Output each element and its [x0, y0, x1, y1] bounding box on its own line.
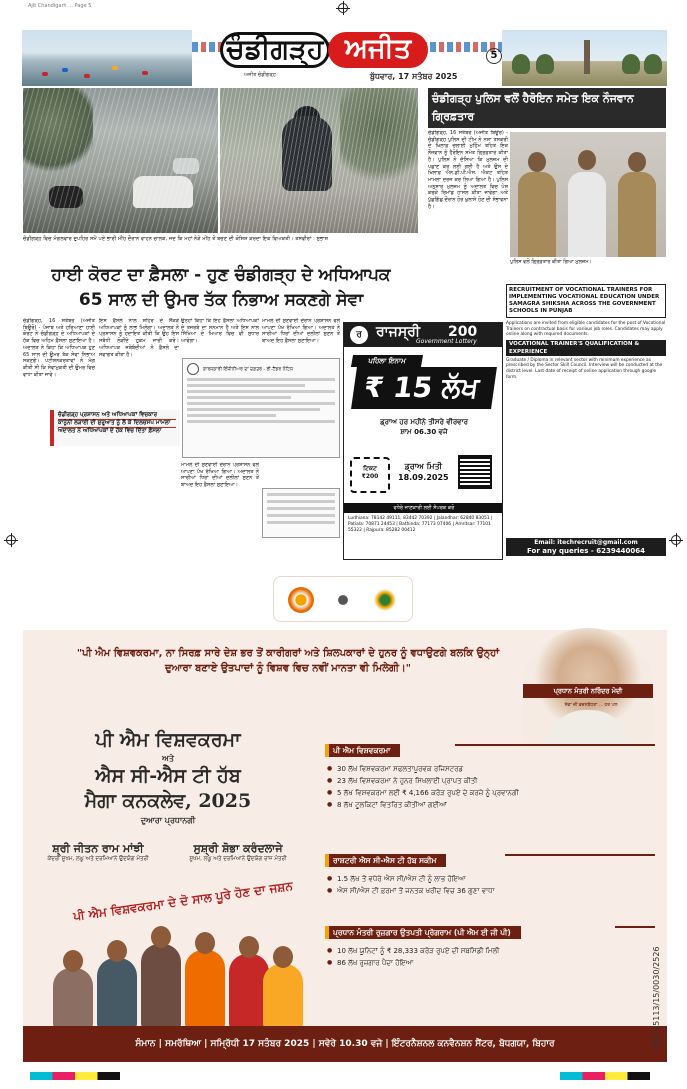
- ad-header: [23, 572, 667, 630]
- draw-schedule: [344, 417, 503, 437]
- sc-st-hub-logo-icon: [372, 587, 398, 613]
- issue-date: ਬੁੱਧਵਾਰ, 17 ਸਤੰਬਰ 2025: [370, 72, 458, 81]
- recruitment-title: RECRUITMENT OF VOCATIONAL TRAINERS FOR IMPLEMENTING VOCATIONAL EDUCATION UNDER SAMAGRA SHIKSHA ACROSS THE GOVERNMENT SCHOOLS IN PUNJAB: [506, 284, 666, 318]
- section-2-heading: ਰਾਸ਼ਟਰੀ ਐਸ ਸੀ-ਐਸ ਟੀ ਹੱਬ ਸਕੀਮ: [325, 854, 446, 867]
- minister-1-name: ਸ਼੍ਰੀ ਜੀਤਨ ਰਾਮ ਮਾਂਝੀ: [52, 842, 144, 855]
- monument-photo: [502, 30, 667, 86]
- section-sc-st-hub: [325, 848, 655, 897]
- pm-quote: "ਪੀ ਐਮ ਵਿਸ਼ਵਕਰਮਾ, ਨਾ ਸਿਰਫ਼ ਸਾਰੇ ਦੇਸ਼ ਭਰ ਤੋਂ ਕਾਰੀਗਰਾਂ ਅਤੇ ਸ਼ਿਲਪਕਾਰਾਂ ਦੇ ਹੁਨਰ ਨੂੰ ਵਧਾਉਣਗੇ ਬਲਕਿ ਉਨ੍ਹਾਂ ਦੁਆਰਾ ਬਣਾਏ ਉਤਪਾਦਾਂ ਨੂੰ ਵਿਸ਼ਵ ਵਿਚ ਨਵੀਂ ਮਾਨਤਾ ਵੀ ਮਿਲੇਗੀ।": [76, 648, 500, 674]
- ticket-amount: ₹200: [361, 473, 379, 480]
- color-bar: [560, 1072, 650, 1080]
- notice-title: ਕਾਰਜਕਾਰੀ ਇੰਜੀਨੀਅਰ ਦਾ ਦਫ਼ਤਰ - ਈ-ਟੈਂਡਰ ਨੋਟਿਸ: [203, 367, 294, 373]
- stat-item: ● ਐਸ ਸੀ/ਐਸ ਟੀ ਫ਼ਰਮਾਂ ਤੋਂ ਜਨਤਕ ਖਰੀਦ ਵਿਚ 36 ਗੁਣਾ ਵਾਧਾ: [325, 885, 655, 897]
- print-slug: Ajit Chandigarh ... Page 5: [28, 3, 92, 9]
- masthead-title-paper: ਅਜੀਤ: [328, 32, 428, 68]
- draw-line2: ਸ਼ਾਮ 06.30 ਵਜੇ: [400, 428, 448, 436]
- title-line1: ਪੀ ਐਮ ਵਿਸ਼ਵਕਰਮਾ: [95, 729, 241, 751]
- hc-column-2: ਇਸ ਫ਼ੈਸਲੇ ਨਾਲ ਸ਼ਹਿਰ ਦੇ ਸੈਂਕੜੇ ਅਧਿਆਪਕਾਂ ਨੂੰ ਲਾਭ ਮਿਲੇਗਾ। ਅਦਾਲਤ ਨੇ ਪ੍ਰਸ਼ਾਸਨ ਨੂੰ ਹਦਾਇਤ ਕੀਤੀ ਕਿ ਉਹ ਇਸ ਸਬੰਧੀ ਲੋੜੀਂਦੇ ਹੁਕਮ ਜਾਰੀ ਕਰੇ। ਅਧਿਆਪਕ ਜਥੇਬੰਦੀਆਂ ਨੇ ਫ਼ੈਸਲੇ ਦਾ ਸਵਾਗਤ ਕੀਤਾ ਹੈ।: [99, 318, 179, 358]
- pm-name-label: ਪ੍ਰਧਾਨ ਮੰਤਰੀ ਨਰਿੰਦਰ ਮੋਦੀ: [523, 684, 653, 698]
- section-vishwakarma: [325, 738, 655, 811]
- police-headline: ਚੰਡੀਗੜ੍ਹ ਪੁਲਿਸ ਵਲੋਂ ਹੈਰੋਇਨ ਸਮੇਤ ਇਕ ਨੌਜਵਾਨ ਗ੍ਰਿਫ਼ਤਾਰ: [428, 88, 666, 128]
- ad-logo-strip: [273, 576, 413, 622]
- lottery-contacts: Ludhiana: 78142 49111, 83442 70392 | Jalandhar: 62840 83051 | Patiala: 70871 24453 | Bathinda: 77173 07406 | Amritsar: 77101 55322 | Rajpura: 85282 00412: [348, 516, 493, 533]
- emblem-icon: [187, 363, 199, 375]
- vishwakarma-logo-icon: [288, 587, 314, 613]
- draw-line1: ਡ੍ਰਾਅ ਹਰ ਮਹੀਨੇ ਤੀਸਰੇ ਵੀਰਵਾਰ: [380, 418, 468, 426]
- minister-1: [33, 842, 163, 863]
- masthead: [22, 30, 667, 86]
- page-number: 5: [486, 48, 502, 64]
- lottery-ad: [343, 322, 503, 560]
- rain-rider-photo: [220, 88, 418, 233]
- registration-mark: [338, 3, 348, 13]
- recruitment-body2: Graduate / Diploma in relevant sector with minimum experience as prescribed by the Sector Skill Council. Interview will be conducted at the district level. Last date of receipt of online application through google form.: [506, 357, 663, 380]
- title-line3: ਮੈਗਾ ਕਨਕਲੇਵ, 2025: [84, 790, 252, 812]
- pull-quote-line1: ਚੰਡੀਗੜ੍ਹ ਪ੍ਰਸ਼ਾਸਨ ਅਤੇ ਅਧਿਆਪਕਾਂ ਵਿਚਕਾਰ: [58, 412, 176, 420]
- recruitment-contact: [506, 538, 666, 556]
- pull-quote-line2: ਕਾਨੂੰਨੀ ਲੜਾਈ ਦੀ ਸ਼ੁਰੂਆਤ ਨੂੰ ਲੈ ਕੇ ਦਿਲਚਸਪ ਮਾਮਲਾ: [58, 420, 176, 428]
- draw-date-value: 18.09.2025: [398, 473, 449, 482]
- stat-item: ● 30 ਲੱਖ ਵਿਸ਼ਵਕਰਮਾ ਸਫਲਤਾਪੂਰਵਕ ਰਜਿਸਟਰਡ: [325, 763, 655, 775]
- hc-column-3: ਉਨ੍ਹਾਂ ਕਿਹਾ ਕਿ ਇਹ ਫ਼ੈਸਲਾ ਅਧਿਆਪਕਾਂ ਦੇ ਤਜਰਬੇ ਦਾ ਸਨਮਾਨ ਹੈ ਅਤੇ ਇਸ ਨਾਲ ਸਿੱਖਿਆ ਦੇ ਮਿਆਰ ਵਿਚ ਵੀ ਸੁਧਾਰ ਆਵੇਗਾ।: [181, 318, 259, 345]
- stat-item: ● 23 ਲੱਖ ਵਿਸ਼ਵਕਰਮਾ ਨੇ ਹੁਨਰ ਸਿਖਲਾਈ ਪ੍ਰਾਪਤ ਕੀਤੀ: [325, 775, 655, 787]
- prize-amount: ₹ 15 ਲੱਖ: [351, 367, 497, 409]
- recruitment-ad: [506, 284, 666, 560]
- presided-by: ਦੁਆਰਾ ਪ੍ਰਧਾਨਗੀ: [140, 816, 196, 825]
- lottery-name: ਰਾਜਸ੍ਰੀ: [376, 324, 421, 340]
- draw-date: [398, 461, 449, 483]
- title-line2: ਐਸ ਸੀ-ਐਸ ਟੀ ਹੱਬ: [95, 765, 241, 787]
- prize-label: ਪਹਿਲਾ ਇਨਾਮ: [351, 355, 423, 367]
- lake-photo: [22, 30, 192, 86]
- recruitment-section-bar: VOCATIONAL TRAINER'S QUALIFICATION & EXPERIENCE: [506, 340, 666, 356]
- hc-headline: [23, 262, 419, 312]
- section-3-heading: ਪ੍ਰਧਾਨ ਮੰਤਰੀ ਰੁਜ਼ਗਾਰ ਉਤਪਤੀ ਪ੍ਰੋਗਰਾਮ (ਪੀ ਐਮ ਈ ਜੀ ਪੀ): [325, 926, 521, 939]
- registration-mark: [6, 535, 16, 545]
- stat-item: ● 10 ਲੱਖ ਯੂਨਿਟਾਂ ਨੂੰ ₹ 28,333 ਕਰੋੜ ਰੁਪਏ ਦੀ ਸਬਸਿਡੀ ਮਿਲੀ: [325, 945, 655, 957]
- masthead-subtitle: ਅਜੀਤ ਚੰਡੀਗੜ੍ਹ: [244, 72, 276, 78]
- artisans-illustration: [53, 928, 303, 1028]
- title-and: ਅਤੇ: [162, 753, 174, 763]
- photo-caption: ਚੰਡੀਗੜ੍ਹ ਵਿਚ ਮੰਗਲਵਾਰ ਦੁਪਹਿਰ ਸਮੇਂ ਪਏ ਭਾਰੀ ਮੀਂਹ ਦੌਰਾਨ ਵਾਹਨ ਚਾਲਕ, ਜਦ ਕਿ ਮਹਾਂ ਨੇੜੇ ਮੀਂਹ ਤੋਂ ਬਚਣ ਦੀ ਕੋਸ਼ਿਸ਼ ਕਰਦਾ ਇਕ ਵਿਅਕਤੀ। ਤਸਵੀਰਾਂ : ਸੁਭਾਸ਼: [23, 236, 329, 242]
- draw-date-label: ਡ੍ਰਾਅ ਮਿਤੀ: [404, 462, 443, 471]
- hc-column-1: ਚੰਡੀਗੜ੍ਹ, 16 ਸਤੰਬਰ (ਅਜੀਤ ਬਿਊਰੋ) - ਪੰਜਾਬ ਅਤੇ ਹਰਿਆਣਾ ਹਾਈ ਕੋਰਟ ਨੇ ਚੰਡੀਗੜ੍ਹ ਦੇ ਅਧਿਆਪਕਾਂ ਦੇ ਹੱਕ ਵਿਚ ਅਹਿਮ ਫ਼ੈਸਲਾ ਸੁਣਾਇਆ ਹੈ। ਅਦਾਲਤ ਨੇ ਕਿਹਾ ਕਿ ਅਧਿਆਪਕ ਹੁਣ 65 ਸਾਲ ਦੀ ਉਮਰ ਤੱਕ ਸੇਵਾ ਨਿਭਾਅ ਸਕਣਗੇ। ਪਟੀਸ਼ਨਕਰਤਾਵਾਂ ਨੇ ਮੰਗ ਕੀਤੀ ਸੀ ਕਿ ਸੇਵਾਮੁਕਤੀ ਦੀ ਉਮਰ ਵਿਚ ਵਾਧਾ ਕੀਤਾ ਜਾਵੇ।: [23, 318, 95, 378]
- hc-column-3b: ਮਾਮਲੇ ਦੀ ਸੁਣਵਾਈ ਦੌਰਾਨ ਪ੍ਰਸ਼ਾਸਨ ਵਲੋਂ ਆਪਣਾ ਪੱਖ ਰੱਖਿਆ ਗਿਆ। ਅਦਾਲਤ ਨੇ ਸਾਰੀਆਂ ਧਿਰਾਂ ਦੀਆਂ ਦਲੀਲਾਂ ਸੁਣਨ ਤੋਂ ਬਾਅਦ ਇਹ ਫ਼ੈਸਲਾ ਸੁਣਾਇਆ।: [181, 462, 259, 489]
- conclave-title: [23, 728, 313, 828]
- emblem-icon: [330, 587, 356, 613]
- vishwakarma-ad: [23, 572, 667, 1062]
- section-pmegp: [325, 920, 655, 969]
- minister-2: [173, 842, 303, 863]
- registration-mark: [671, 535, 681, 545]
- tender-notice: [182, 358, 340, 458]
- ticket-label: ਟਿਕਟ: [363, 465, 377, 472]
- pull-quote: [50, 410, 180, 446]
- arrest-photo-caption: ਪੁਲਿਸ ਵਲੋਂ ਗ੍ਰਿਫ਼ਤਾਰ ਕੀਤਾ ਗਿਆ ਮੁਲਜ਼ਮ।: [510, 259, 592, 265]
- color-bar: [30, 1072, 120, 1080]
- qr-code-icon: [458, 455, 492, 489]
- hc-headline-line1: ਹਾਈ ਕੋਰਟ ਦਾ ਫ਼ੈਸਲਾ - ਹੁਣ ਚੰਡੀਗੜ੍ਹ ਦੇ ਅਧਿਆਪਕ: [51, 265, 391, 285]
- arrest-photo: [510, 132, 666, 257]
- celebration-banner: ਪੀ ਐਮ ਵਿਸ਼ਵਕਰਮਾ ਦੇ ਦੋ ਸਾਲ ਪੂਰੇ ਹੋਣ ਦਾ ਜਸ਼ਨ: [72, 878, 294, 924]
- stat-item: ● 1.5 ਲੱਖ ਤੋਂ ਵਧੇਰੇ ਐਸ ਸੀ/ਐਸ ਟੀ ਨੂੰ ਲਾਭ ਹੋਇਆ: [325, 873, 655, 885]
- section-1-heading: ਪੀ ਐਮ ਵਿਸ਼ਵਕਰਮਾ: [325, 744, 400, 757]
- lottery-sub: Government Lottery: [416, 338, 477, 345]
- pm-tagline: ਸੇਵਾ ਦੀ ਵਚਨਬੱਧਤਾ ... ਹਰ ਪਲ: [564, 703, 618, 708]
- lottery-contact-bar: ਵਧੇਰੇ ਜਾਣਕਾਰੀ ਲਈ ਸੰਪਰਕ ਕਰੋ: [344, 503, 503, 513]
- cbc-code: CBC 25113/15/0030/2526: [652, 946, 661, 1050]
- rain-traffic-photo: [23, 88, 218, 233]
- lottery-logo-icon: ਰ: [350, 326, 368, 344]
- lottery-number: 200: [448, 324, 478, 340]
- minister-2-role: ਸੂਖਮ, ਲਘੂ ਅਤੇ ਦਰਮਿਆਨੇ ਉਦਯੋਗ ਰਾਜ ਮੰਤਰੀ: [189, 856, 287, 862]
- police-body: ਚੰਡੀਗੜ੍ਹ, 16 ਸਤੰਬਰ (ਅਜੀਤ ਬਿਊਰੋ) - ਚੰਡੀਗੜ੍ਹ ਪੁਲਿਸ ਦੀ ਟੀਮ ਨੇ ਨਸ਼ਾ ਤਸਕਰੀ ਦੇ ਖ਼ਿਲਾਫ਼ ਚਲਾਈ ਮੁਹਿੰਮ ਤਹਿਤ ਇਕ ਨੌਜਵਾਨ ਨੂੰ ਹੈਰੋਇਨ ਸਮੇਤ ਗ੍ਰਿਫ਼ਤਾਰ ਕੀਤਾ ਹੈ। ਪੁਲਿਸ ਨੇ ਦੱਸਿਆ ਕਿ ਮੁਲਜ਼ਮ ਦੀ ਪਛਾਣ ਕਰ ਲਈ ਗਈ ਹੈ ਅਤੇ ਉਸ ਦੇ ਖ਼ਿਲਾਫ਼ ਐਨ.ਡੀ.ਪੀ.ਐਸ. ਐਕਟ ਤਹਿਤ ਮਾਮਲਾ ਦਰਜ ਕਰ ਲਿਆ ਗਿਆ ਹੈ। ਪੁਲਿਸ ਅਨੁਸਾਰ ਮੁਲਜ਼ਮ ਨੂੰ ਅਦਾਲਤ ਵਿਚ ਪੇਸ਼ ਕਰਕੇ ਰਿਮਾਂਡ ਹਾਸਲ ਕੀਤਾ ਜਾਵੇਗਾ ਅਤੇ ਪੁੱਛਗਿੱਛ ਦੌਰਾਨ ਹੋਰ ਖ਼ੁਲਾਸੇ ਹੋਣ ਦੀ ਸੰਭਾਵਨਾ ਹੈ।: [428, 130, 508, 210]
- stat-item: ● 8 ਲੱਖ ਟੂਲਕਿਟਾਂ ਵਿਤਰਿਤ ਕੀਤੀਆਂ ਗਈਆਂ: [325, 799, 655, 811]
- recruitment-phone: For any queries - 6239440064: [527, 547, 645, 555]
- lottery-header: [344, 323, 503, 347]
- ticket-price: [350, 457, 390, 493]
- minister-2-name: ਸੁਸ਼੍ਰੀ ਸ਼ੋਭਾ ਕਰੰਦਲਾਜੇ: [193, 842, 283, 855]
- event-footer: ਸੰਮਾਨ | ਸਮਰੱਥਿਆ | ਸਮ੍ਰਿੱਧੀ 17 ਸਤੰਬਰ 2025 | ਸਵੇਰੇ 10.30 ਵਜੇ | ਇੰਟਰਨੈਸ਼ਨਲ ਕਨਵੈਨਸ਼ਨ ਸੈਂਟਰ, ਬੋਧਗਯਾ, ਬਿਹਾਰ: [23, 1026, 667, 1062]
- recruitment-body: Applications are invited from eligible candidates for the post of Vocational Trainers on contractual basis for various job roles. Candidates may apply online along with required documents.: [506, 321, 666, 338]
- minister-1-role: ਕੇਂਦਰੀ ਸੂਖਮ, ਲਘੂ ਅਤੇ ਦਰਮਿਆਨੇ ਉਦਯੋਗ ਮੰਤਰੀ: [47, 856, 149, 862]
- stat-item: ● 86 ਲੱਖ ਰੁਜ਼ਗਾਰ ਪੈਦਾ ਹੋਇਆ: [325, 957, 655, 969]
- recruitment-email: Email: itechrecruit@gmail.com: [534, 539, 638, 546]
- hc-headline-line2: 65 ਸਾਲ ਦੀ ਉਮਰ ਤੱਕ ਨਿਭਾਅ ਸਕਣਗੇ ਸੇਵਾ: [78, 290, 364, 310]
- pull-quote-line3: ਅਦਾਲਤ ਨੇ ਅਧਿਆਪਕਾਂ ਦੇ ਹੱਕ ਵਿਚ ਦਿੱਤਾ ਫ਼ੈਸਲਾ: [58, 428, 162, 434]
- stat-item: ● 5 ਲੱਖ ਵਿਸ਼ਵਕਰਮਾ ਲਈ ₹ 4,166 ਕਰੋੜ ਰੁਪਏ ਦੇ ਕਰਜ਼ੇ ਨੂੰ ਪ੍ਰਵਾਨਗੀ: [325, 787, 655, 799]
- masthead-title-city: ਚੰਡੀਗੜ੍ਹ: [220, 32, 330, 68]
- hc-column-4: ਮਾਮਲੇ ਦੀ ਸੁਣਵਾਈ ਦੌਰਾਨ ਪ੍ਰਸ਼ਾਸਨ ਵਲੋਂ ਆਪਣਾ ਪੱਖ ਰੱਖਿਆ ਗਿਆ। ਅਦਾਲਤ ਨੇ ਸਾਰੀਆਂ ਧਿਰਾਂ ਦੀਆਂ ਦਲੀਲਾਂ ਸੁਣਨ ਤੋਂ ਬਾਅਦ ਇਹ ਫ਼ੈਸਲਾ ਸੁਣਾਇਆ।: [262, 318, 340, 345]
- notice-table: [262, 488, 340, 538]
- masthead-band: [192, 30, 502, 86]
